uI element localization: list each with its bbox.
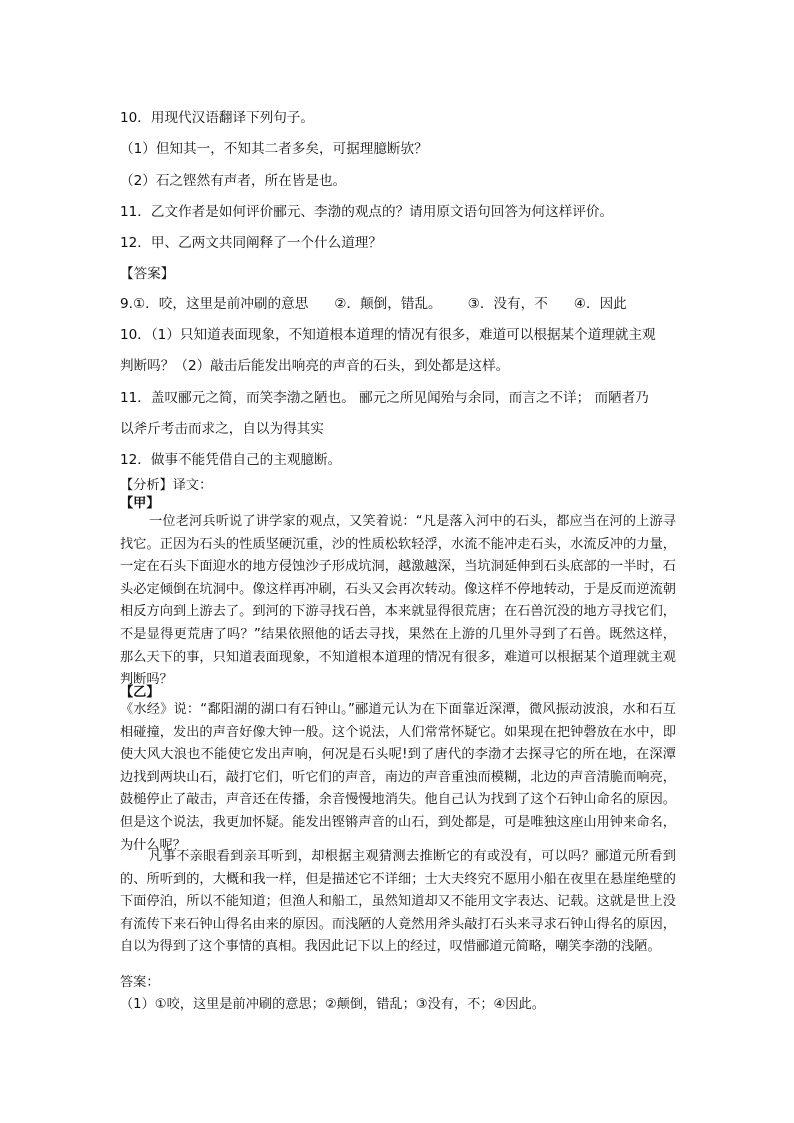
answer-heading: 【答案】: [120, 266, 175, 282]
answer-9-item-1: ①．咬，这里是前冲刷的意思: [132, 296, 309, 312]
answer-12: 12．做事不能凭借自己的主观臆断。: [120, 452, 342, 468]
jia-heading: 【甲】: [120, 496, 160, 511]
answer-10-line-2: 判断吗？（2）敲击后能发出响亮的声音的石头，到处都是这样。: [120, 358, 510, 374]
question-10-part-1: （1）但知其一，不知其二者多矣，可据理臆断欤？: [120, 141, 428, 157]
jia-translation: 一位老河兵听说了讲学家的观点，又笑着说：“凡是落入河中的石头，都应当在河的上游寻找它。正因为石头的性质坚硬沉重，沙的性质松软轻浮，水流不能冲走石头，水流反冲的力量，一定在石头下面迎水的地方侵蚀沙子形成坑洞，越激越深，当坑洞延伸到石头底部的一半时，石头必定倾倒在坑洞中。像这样再冲刷，石头又会再次转动。像这样不停地转动，于是反而逆流朝相反方向到上游去了。到河的下游寻找石兽，本来就显得很荒唐；在石兽沉没的地方寻找它们，不是显得更荒唐了吗？”结果依照他的话去寻找，果然在上游的几里外寻到了石兽。既然这样，那么天下的事，只知道表面现象，不知道根本道理的情况有很多，难道可以根据某个道理就主观判断吗？: [120, 514, 676, 688]
yi-heading: 【乙】: [120, 685, 160, 700]
answer-9-item-4: ④．因此: [573, 296, 627, 312]
question-11: 11．乙文作者是如何评价郦元、李渤的观点的？请用原文语句回答为何这样评价。: [120, 204, 614, 220]
answer-11-line-2: 以斧斤考击而求之，自以为得其实: [120, 421, 324, 437]
answer-9-item-3: ③．没有，不: [467, 296, 548, 312]
yi-translation-paragraph-2: 凡事不亲眼看到亲耳听到，却根据主观猜测去推断它的有或没有，可以吗？郦道元所看到的、所听到的，大概和我一样，但是描述它不详细；士大夫终究不愿用小船在夜里在悬崖绝壁的下面停泊，所以不能知道；但渔人和船工，虽然知道却又不能用文字表达、记载。这就是世上没有流传下来石钟山得名由来的原因。而浅陋的人竟然用斧头敲打石头来寻求石钟山得名的原因，自以为得到了这个事情的真相。我因此记下以上的经过，叹惜郦道元简略，嘲笑李渤的浅陋。: [120, 849, 676, 955]
yi-translation-paragraph-1: 《水经》说：“鄱阳湖的湖口有石钟山。”郦道元认为在下面靠近深潭，微风振动波浪，水和石互相碰撞，发出的声音好像大钟一般。这个说法，人们常常怀疑它。如果现在把钟磬放在水中，即使大风大浪也不能使它发出声响，何况是石头呢!到了唐代的李渤才去探寻它的所在地，在深潭边找到两块山石，敲打它们，听它们的声音，南边的声音重浊而模糊，北边的声音清脆而响亮，鼓槌停止了敲击，声音还在传播，余音慢慢地消失。他自己认为找到了这个石钟山命名的原因。但是这个说法，我更加怀疑。能发出铿锵声音的山石，到处都是，可是唯独这座山用钟来命名，为什么呢？: [120, 702, 676, 853]
final-answer-line: （1）①咬，这里是前冲刷的意思；②颠倒，错乱；③没有，不；④因此。: [120, 997, 545, 1012]
answer-10-line-1: 10．（1）只知道表面现象，不知道根本道理的情况有很多，难道可以根据某个道理就主观: [120, 327, 656, 343]
question-12: 12．甲、乙两文共同阐释了一个什么道理？: [120, 235, 382, 251]
question-10: 10．用现代汉语翻译下列句子。: [120, 110, 315, 126]
analysis-heading: 【分析】译文：: [120, 478, 213, 493]
final-answer-heading: 答案：: [120, 975, 160, 990]
answer-9-item-2: ②．颠倒，错乱。: [334, 296, 442, 312]
answer-9-label: 9.: [120, 296, 133, 312]
question-10-part-2: （2）石之铿然有声者，所在皆是也。: [120, 173, 347, 189]
answer-9: [120, 292, 627, 312]
answer-11-line-1: 11．盖叹郦元之简，而笑李渤之陋也。 郦元之所见闻殆与余同，而言之不详； 而陋者乃: [120, 390, 649, 406]
